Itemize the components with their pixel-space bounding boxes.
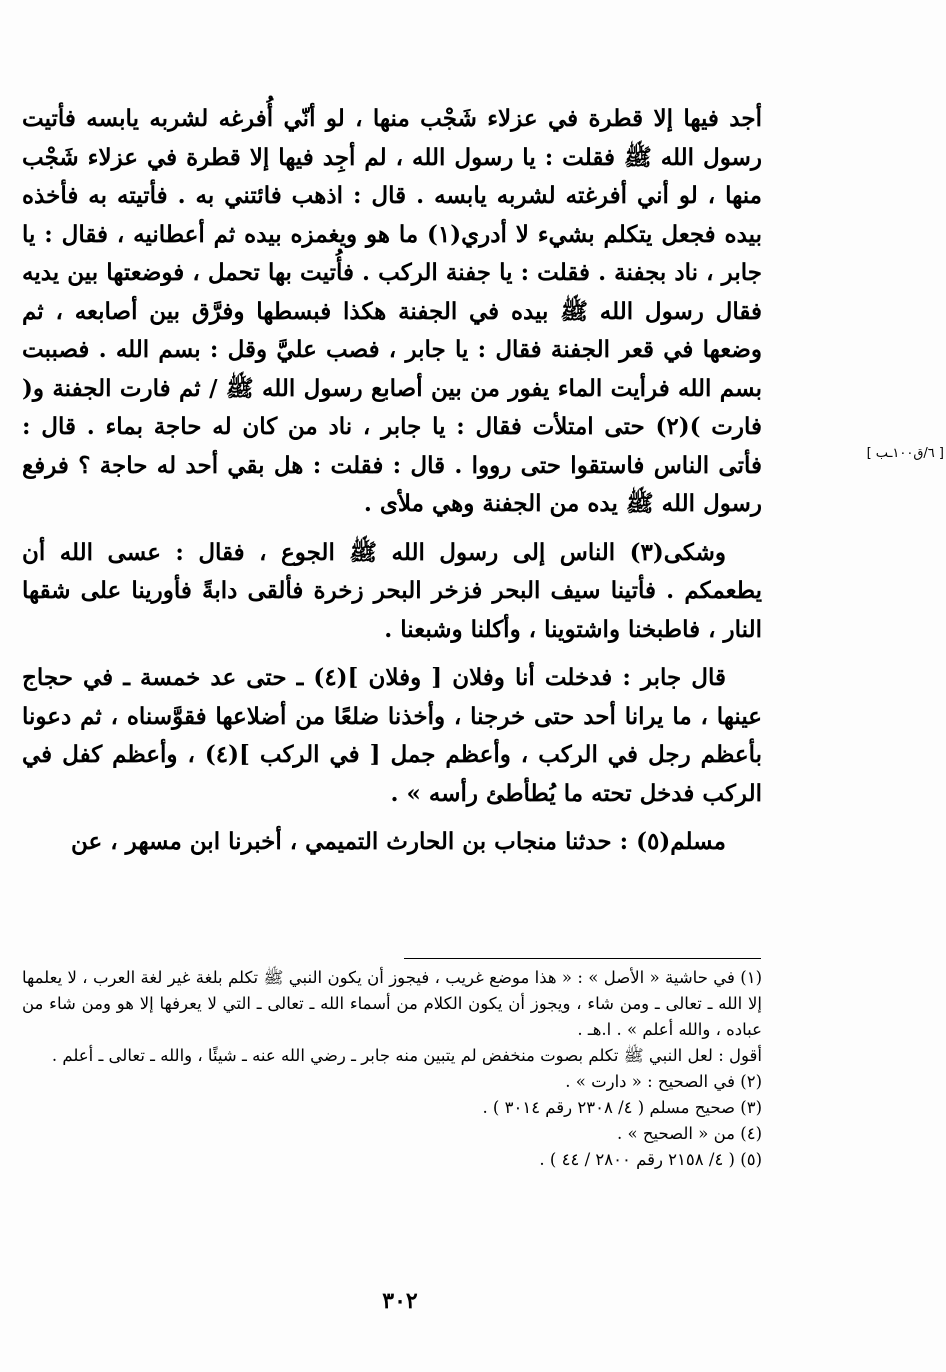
main-text — [22, 100, 762, 870]
paragraph-3: قال جابر : فدخلت أنا وفلان [ وفلان ](٤) ـ حتى عد خمسة ـ في حجاج عينها ، ما يرانا أحد حتى خرجنا ، وأخذنا ضلعًا من أضلاعها فقوَّسناه ، ثم دعونا بأعظم رجل في الركب ، وأعظم جمل [ في الركب ](٤) ، وأعظم كفل في الركب فدخل تحته ما يُطأطئ رأسه » . — [22, 664, 762, 807]
footnote-divider — [404, 958, 761, 959]
footnote-1: (١) في حاشية « الأصل » : « هذا موضع غريب ، فيجوز أن يكون النبي ﷺ تكلم بلغة غير لغة العرب ، لا يعلمها إلا الله ـ تعالى ـ ومن شاء ، ويجوز أن يكون الكلام من أسماء الله ـ تعالى ـ التي لا يعرفها إلا هو ومن شاء من عباده ، والله أعلم » . ا.هـ . — [22, 968, 762, 1039]
footnote-1-continuation: أقول : لعل النبي ﷺ تكلم بصوت منخفض لم يتبين منه جابر ـ رضي الله عنه ـ شيئًا ، والله ـ تعالى ـ أعلم . — [51, 1046, 762, 1065]
paragraph-2: وشكى(٣) الناس إلى رسول الله ﷺ الجوع ، فقال : عسى الله أن يطعمكم . فأتينا سيف البحر فزخر البحر زخرة فألقى دابةً فأورينا على شقها النار ، فاطبخنا واشتوينا ، وأكلنا وشبعنا . — [22, 538, 762, 643]
paragraph-1: أجد فيها إلا قطرة في عزلاء شَجْب منها ، لو أنّي أُفرغه لشربه يابسه فأتيت رسول الله ﷺ فقلت : يا رسول الله ، لم أجِد فيها إلا قطرة في عزلاء شَجْب منها ، لو أني أفرغته لشربه يابسه . قال : اذهب فائتني به . فأتيته به فأخذه بيده فجعل يتكلم بشيء لا أدري(١) ما هو ويغمزه بيده ثم أعطانيه ، فقال : يا جابر ، ناد بجفنة . فقلت : يا جفنة الركب . فأُتيت بها تحمل ، فوضعتها بين يديه فقال رسول الله ﷺ بيده في الجفنة هكذا فبسطها وفرَّق بين أصابعه ، ثم وضعها في قعر الجفنة فقال : يا جابر ، فصب عليَّ وقل : بسم الله . فصببت بسم الله فرأيت الماء يفور من بين أصابع رسول الله ﷺ / ثم فارت الجفنة و( فارت )(٢) حتى امتلأت فقال : يا جابر ، ناد من كان له حاجة بماء . قال : فأتى الناس فاستقوا حتى رووا . قال : فقلت : هل بقي أحد له حاجة ؟ فرفع رسول الله ﷺ يده من الجفنة وهي ملأى . — [22, 105, 762, 517]
manuscript-folio-reference: [ ٦/ق١٠٠ـب ] — [866, 446, 944, 461]
page-number: ٣٠٢ — [382, 1288, 418, 1314]
footnote-2: (٢) في الصحيح : « دارت » . — [565, 1072, 762, 1091]
paragraph-4: مسلم(٥) : حدثنا منجاب بن الحارث التميمي ، أخبرنا ابن مسهر ، عن — [70, 828, 726, 855]
footnote-3: (٣) صحيح مسلم ( ٤/ ٢٣٠٨ رقم ٣٠١٤ ) . — [482, 1098, 762, 1117]
footnote-4: (٤) من « الصحيح » . — [616, 1124, 762, 1143]
footnotes — [22, 965, 762, 1173]
footnote-5: (٥) ( ٤/ ٢١٥٨ رقم ٢٨٠٠ / ٤٤ ) . — [539, 1150, 762, 1169]
